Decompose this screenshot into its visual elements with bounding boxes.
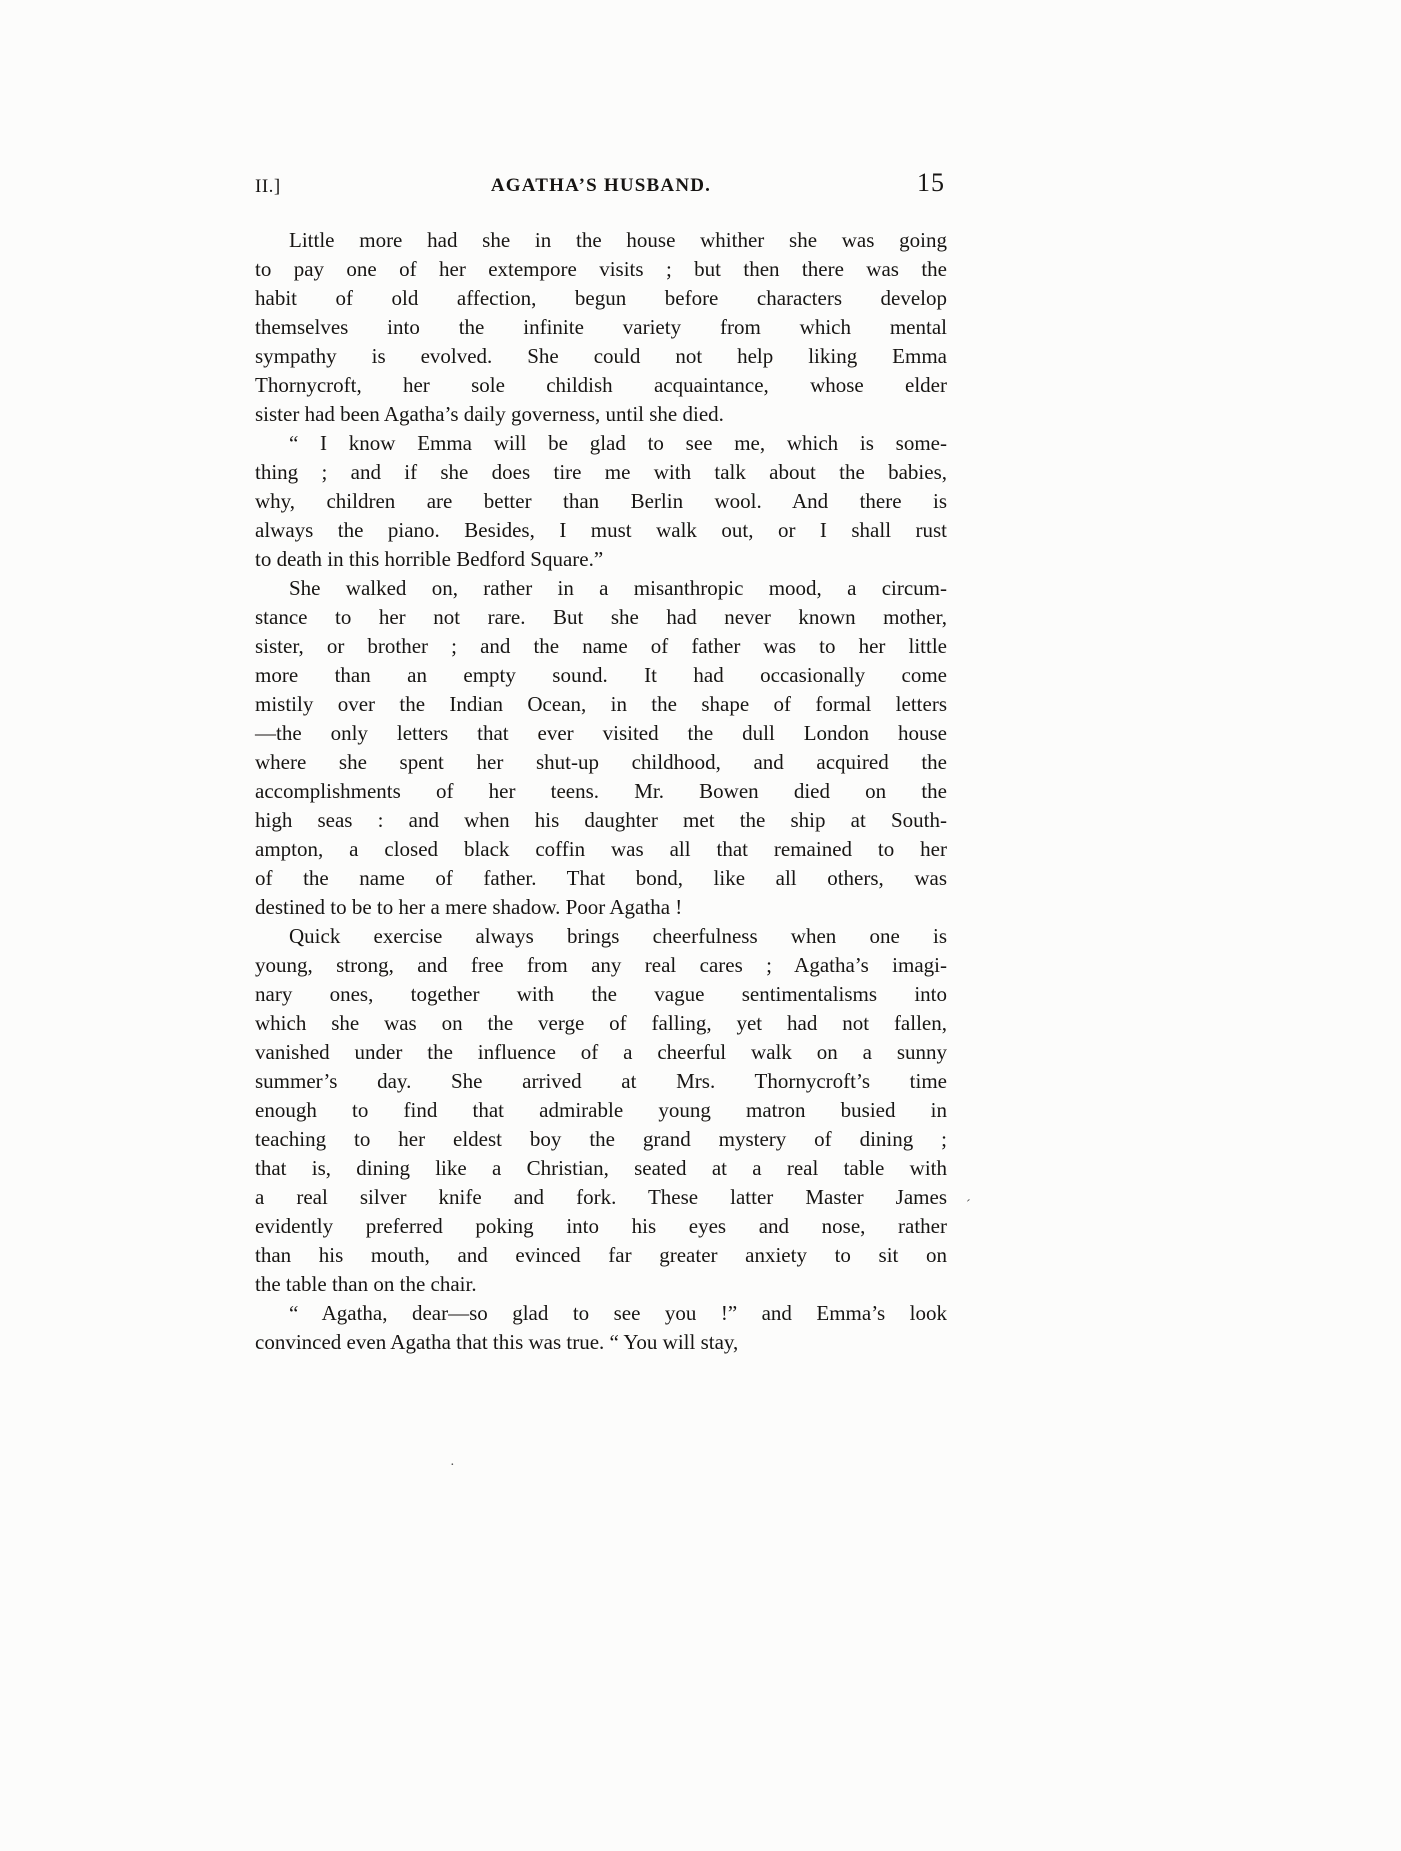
- text-line: “ Agatha, dear—so glad to see you !” and Emma’s look: [289, 1301, 947, 1325]
- body-text: [255, 226, 947, 1357]
- text-line: nary ones, together with the vague sentimentalisms into: [255, 982, 947, 1006]
- text-line: thing ; and if she does tire me with talk about the babies,: [255, 460, 947, 484]
- scan-artifact: ·: [450, 1458, 455, 1473]
- text-line: to pay one of her extempore visits ; but then there was the: [255, 257, 947, 281]
- text-line: to death in this horrible Bedford Square.”: [255, 547, 604, 571]
- text-line: that is, dining like a Christian, seated at a real table with: [255, 1156, 947, 1180]
- text-line: “ I know Emma will be glad to see me, which is some-: [289, 431, 947, 455]
- text-line: sister had been Agatha’s daily governess, until she died.: [255, 402, 724, 426]
- text-line: teaching to her eldest boy the grand mystery of dining ;: [255, 1127, 947, 1151]
- text-line: —the only letters that ever visited the dull London house: [255, 721, 947, 745]
- text-line: where she spent her shut-up childhood, and acquired the: [255, 750, 947, 774]
- text-line: Little more had she in the house whither she was going: [289, 228, 947, 252]
- text-line: accomplishments of her teens. Mr. Bowen died on the: [255, 779, 947, 803]
- text-line: the table than on the chair.: [255, 1272, 477, 1296]
- text-line: Thornycroft, her sole childish acquaintance, whose elder: [255, 373, 947, 397]
- text-line: sympathy is evolved. She could not help liking Emma: [255, 344, 947, 368]
- text-line: destined to be to her a mere shadow. Poor Agatha !: [255, 895, 683, 919]
- text-line: Quick exercise always brings cheerfulness when one is: [289, 924, 947, 948]
- text-line: young, strong, and free from any real cares ; Agatha’s imagi-: [255, 953, 947, 977]
- text-line: of the name of father. That bond, like all others, was: [255, 866, 947, 890]
- text-line: always the piano. Besides, I must walk out, or I shall rust: [255, 518, 947, 542]
- text-line: ampton, a closed black coffin was all that remained to her: [255, 837, 947, 861]
- text-line: a real silver knife and fork. These latter Master James: [255, 1185, 947, 1209]
- text-line: than his mouth, and evinced far greater anxiety to sit on: [255, 1243, 947, 1267]
- text-line: which she was on the verge of falling, yet had not fallen,: [255, 1011, 947, 1035]
- text-line: enough to find that admirable young matron busied in: [255, 1098, 947, 1122]
- running-title: AGATHA’S HUSBAND.: [490, 175, 712, 196]
- page-header: [255, 170, 947, 204]
- text-line: evidently preferred poking into his eyes and nose, rather: [255, 1214, 947, 1238]
- text-line: high seas : and when his daughter met the ship at South-: [255, 808, 947, 832]
- text-line: summer’s day. She arrived at Mrs. Thornycroft’s time: [255, 1069, 947, 1093]
- text-line: She walked on, rather in a misanthropic mood, a circum-: [289, 576, 947, 600]
- text-line: mistily over the Indian Ocean, in the shape of formal letters: [255, 692, 947, 716]
- chapter-marker: II.]: [255, 176, 281, 197]
- text-line: themselves into the infinite variety from which mental: [255, 315, 947, 339]
- text-line: more than an empty sound. It had occasionally come: [255, 663, 947, 687]
- text-line: sister, or brother ; and the name of father was to her little: [255, 634, 947, 658]
- text-line: convinced even Agatha that this was true. “ You will stay,: [255, 1330, 739, 1354]
- text-line: why, children are better than Berlin wool. And there is: [255, 489, 947, 513]
- page-number: 15: [917, 168, 945, 197]
- scan-artifact: ´: [966, 1198, 971, 1213]
- text-line: stance to her not rare. But she had never known mother,: [255, 605, 947, 629]
- text-line: habit of old affection, begun before characters develop: [255, 286, 947, 310]
- text-line: vanished under the influence of a cheerful walk on a sunny: [255, 1040, 947, 1064]
